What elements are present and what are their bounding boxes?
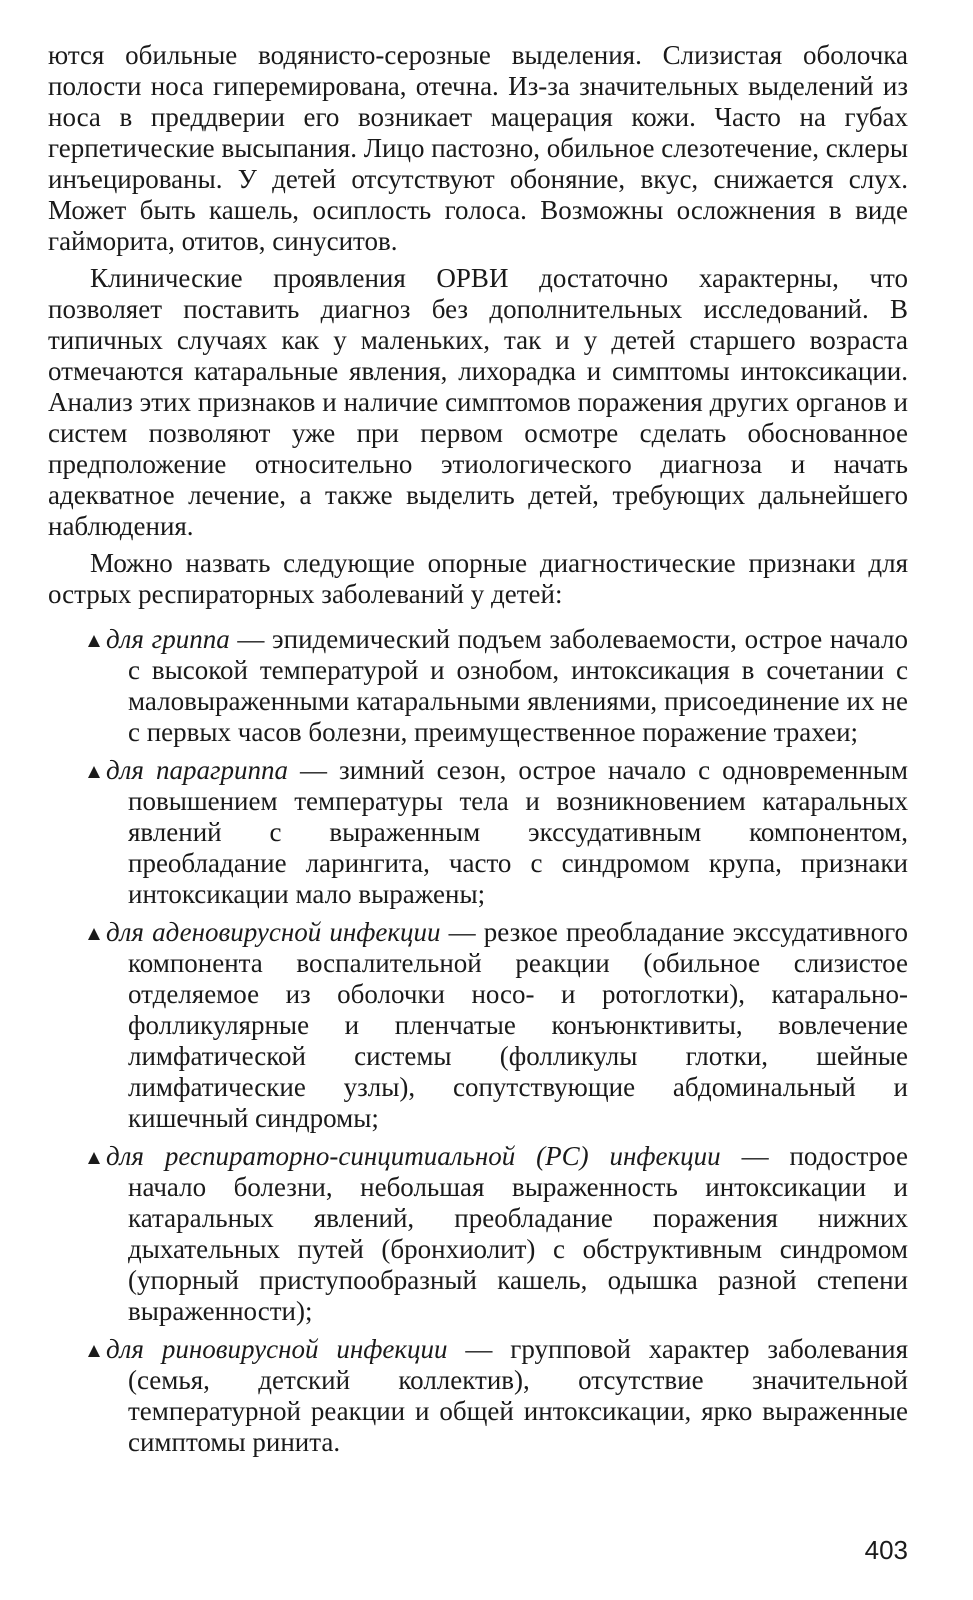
list-item bbox=[48, 755, 908, 910]
list-item-text: — подострое начало болезни, небольшая выраженность интоксикации и катаральных явлений, преобладание поражения нижних дыхательных путей (бронхиолит) с обструктивным синдромом (упорный приступообразный кашель, одышка разной степени выраженности); bbox=[128, 1141, 908, 1326]
paragraph-intro-list: Можно назвать следующие опорные диагностические признаки для острых респираторных заболеваний у детей: bbox=[48, 548, 908, 609]
triangle-bullet-icon bbox=[88, 928, 100, 940]
triangle-bullet-icon bbox=[88, 1152, 100, 1164]
list-item-term: для риновирусной инфекции bbox=[106, 1334, 448, 1364]
triangle-bullet-icon bbox=[88, 1345, 100, 1357]
list-item bbox=[48, 1141, 908, 1327]
triangle-bullet-icon bbox=[88, 766, 100, 778]
list-item-text: — резкое преобладание экссудативного компонента воспалительной реакции (обильное слизистое отделяемое из оболочки носо- и ротоглотки), катарально-фолликулярные и пленчатые конъюнктивиты, вовлечение лимфатической системы (фолликулы глотки, шейные лимфатические узлы), сопутствующие абдоминальный и кишечный синдромы; bbox=[128, 917, 908, 1133]
list-item-term: для респираторно-синцитиальной (РС) инфекции bbox=[106, 1141, 721, 1171]
list-item-text: — эпидемический подъем заболеваемости, острое начало с высокой температурой и ознобом, интоксикация в сочетании с маловыраженными катаральными явлениями, присоединение их не с первых часов болезни, преимущественное поражение трахеи; bbox=[128, 624, 909, 747]
paragraph-clinical: Клинические проявления ОРВИ достаточно характерны, что позволяет поставить диагноз без дополнительных исследований. В типичных случаях как у маленьких, так и у детей старшего возраста отмечаются катаральные явления, лихорадка и симптомы интоксикации. Анализ этих признаков и наличие симптомов поражения других органов и систем позволяют уже при первом осмотре сделать обоснованное предположение относительно этиологического диагноза и начать адекватное лечение, а также выделить детей, требующих дальнейшего наблюдения. bbox=[48, 263, 908, 541]
page-number: 403 bbox=[864, 1535, 908, 1565]
page-body bbox=[48, 40, 908, 1465]
list-item bbox=[48, 624, 908, 748]
list-item-text: — зимний сезон, острое начало с одновременным повышением температуры тела и возникновением катаральных явлений с выраженным экссудативным компонентом, преобладание ларингита, часто с синдромом крупа, признаки интоксикации мало выражены; bbox=[128, 755, 908, 909]
list-item-term: для парагриппа bbox=[106, 755, 289, 785]
list-item-term: для гриппа bbox=[106, 624, 230, 654]
paragraph-continuation: ются обильные водянисто-серозные выделения. Слизистая оболочка полости носа гиперемирована, отечна. Из-за значительных выделений из носа в преддверии его возникает мацерация кожи. Часто на губах герпетические высыпания. Лицо пастозно, обильное слезотечение, склеры инъецированы. У детей отсутствуют обоняние, вкус, снижается слух. Может быть кашель, осиплость голоса. Возможны осложнения в виде гайморита, отитов, синуситов. bbox=[48, 40, 908, 256]
triangle-bullet-icon bbox=[88, 635, 100, 647]
list-item-text: — групповой характер заболевания (семья, детский коллектив), отсутствие значительной температурной реакции и общей интоксикации, ярко выраженные симптомы ринита. bbox=[128, 1334, 908, 1457]
list-item-term: для аденовирусной инфекции bbox=[106, 917, 441, 947]
list-item bbox=[48, 917, 908, 1134]
diagnostic-signs-list bbox=[48, 624, 908, 1458]
list-item bbox=[48, 1334, 908, 1458]
